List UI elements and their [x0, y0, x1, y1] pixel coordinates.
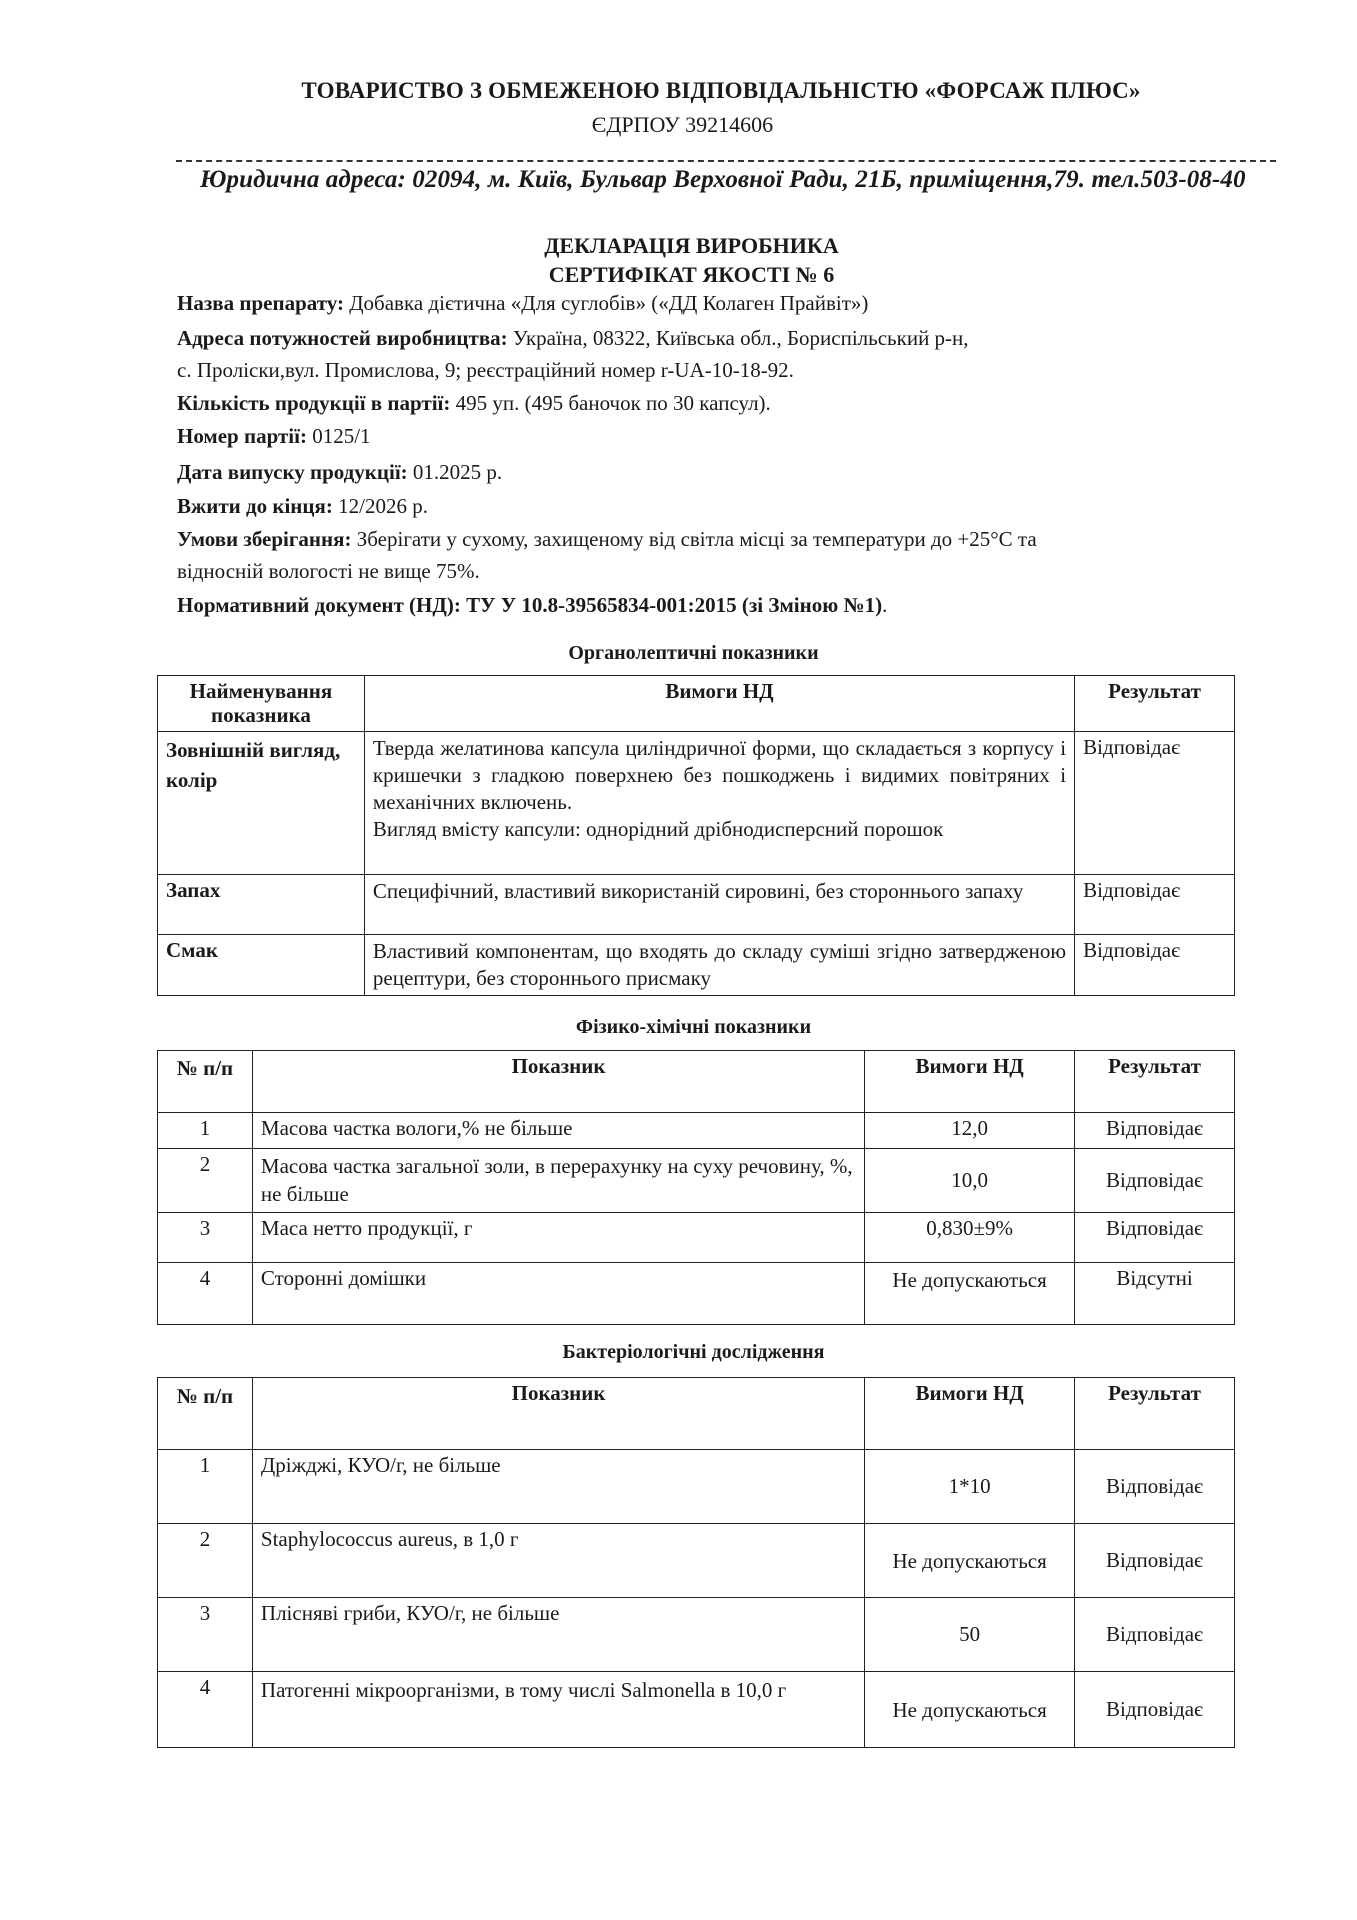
physchem-row-name: Масова частка вологи,% не більше — [252, 1113, 864, 1149]
batch-quantity-line — [177, 391, 771, 416]
normative-doc-dot: . — [882, 593, 888, 617]
storage-line-2 — [177, 559, 480, 584]
bacterio-header-name: Показник — [252, 1378, 864, 1450]
physchem-row-req: 0,830±9% — [865, 1213, 1075, 1263]
organoleptic-title-text: Органолептичні показники — [568, 642, 819, 664]
bacterio-row-name: Дріжджі, КУО/г, не більше — [252, 1450, 864, 1524]
physchem-row-result: Відповідає — [1075, 1113, 1235, 1149]
table-row — [158, 732, 1235, 875]
table-row — [158, 1672, 1235, 1748]
bacterio-row-num: 2 — [158, 1524, 253, 1598]
organoleptic-row-result: Відповідає — [1075, 732, 1235, 875]
physchem-row-num: 4 — [158, 1263, 253, 1325]
organoleptic-title — [0, 642, 1357, 665]
table-row — [158, 1450, 1235, 1524]
batch-number-line — [177, 424, 371, 449]
storage-value-2: відносній вологості не вище 75%. — [177, 559, 480, 583]
organoleptic-req-part-2: Вигляд вмісту капсули: однорідний дрібнодисперсний порошок — [372, 817, 944, 841]
table-row — [158, 1113, 1235, 1149]
table-row — [158, 1524, 1235, 1598]
edrpou-code — [0, 112, 1357, 138]
table-row — [158, 1598, 1235, 1672]
batch-quantity-value: 495 уп. (495 баночок по 30 капсул). — [450, 391, 771, 415]
physchem-row-num: 2 — [158, 1149, 253, 1213]
organoleptic-row-result: Відповідає — [1075, 875, 1235, 935]
table-row — [158, 935, 1235, 996]
table-row — [158, 1263, 1235, 1325]
physchem-header-result: Результат — [1075, 1051, 1235, 1113]
batch-number-label: Номер партії: — [177, 424, 307, 448]
bacterio-title-text: Бактеріологічні дослідження — [562, 1341, 825, 1363]
batch-quantity-label: Кількість продукції в партії: — [177, 391, 451, 415]
organoleptic-row-result: Відповідає — [1075, 935, 1235, 996]
physchem-title-text: Фізико-хімічні показники — [575, 1016, 812, 1038]
bacterio-row-num: 3 — [158, 1598, 253, 1672]
product-name-line — [177, 291, 868, 316]
production-address-line-2 — [177, 358, 794, 383]
organoleptic-row-name: Смак — [158, 935, 365, 996]
certificate-title — [0, 262, 1357, 288]
expiry-value: 12/2026 р. — [332, 494, 428, 518]
organoleptic-table — [157, 675, 1235, 996]
bacterio-row-result: Відповідає — [1075, 1450, 1235, 1524]
bacterio-row-result: Відповідає — [1075, 1598, 1235, 1672]
bacterio-row-name: Патогенні мікроорганізми, в тому числі Salmonella в 10,0 г — [252, 1672, 864, 1748]
bacterio-row-name: Плісняві гриби, КУО/г, не більше — [252, 1598, 864, 1672]
release-date-line — [177, 460, 502, 485]
physchem-table — [157, 1050, 1235, 1325]
release-date-label: Дата випуску продукції: — [177, 460, 408, 484]
bacterio-header-result: Результат — [1075, 1378, 1235, 1450]
table-row — [158, 1213, 1235, 1263]
expiry-line — [177, 494, 428, 519]
normative-doc-line — [177, 593, 887, 618]
header-divider — [176, 160, 1276, 162]
organoleptic-row-req: Специфічний, властивий використаній сировині, без стороннього запаху — [364, 875, 1074, 935]
organoleptic-header-name: Найменування показника — [158, 676, 365, 732]
legal-address: Юридична адреса: 02094, м. Київ, Бульвар Верховної Ради, 21Б, приміщення,79. тел.503-08-40 — [200, 166, 1246, 193]
bacterio-row-result: Відповідає — [1075, 1672, 1235, 1748]
bacterio-title — [0, 1341, 1357, 1364]
organoleptic-row-req — [364, 732, 1074, 875]
production-address-value: Україна, 08322, Київська обл., Бориспільський р-н, — [507, 326, 969, 350]
bacterio-row-num: 1 — [158, 1450, 253, 1524]
storage-value: Зберігати у сухому, захищеному від світла місці за температури до +25°С та — [351, 527, 1037, 551]
physchem-row-result: Відповідає — [1075, 1149, 1235, 1213]
bacterio-row-req: Не допускаються — [865, 1672, 1075, 1748]
bacterio-header-num: № п/п — [158, 1378, 253, 1450]
bacterio-header-req: Вимоги НД — [865, 1378, 1075, 1450]
physchem-header-num: № п/п — [158, 1051, 253, 1113]
company-name — [0, 78, 1357, 104]
bacterio-row-num: 4 — [158, 1672, 253, 1748]
organoleptic-row-req: Властивий компонентам, що входять до складу суміші згідно затвердженою рецептури, без стороннього присмаку — [364, 935, 1074, 996]
physchem-row-req: 12,0 — [865, 1113, 1075, 1149]
batch-number-value: 0125/1 — [306, 424, 371, 448]
physchem-row-name: Масова частка загальної золи, в перерахунку на суху речовину, %, не більше — [252, 1149, 864, 1213]
bacterio-row-req: 1*10 — [865, 1450, 1075, 1524]
organoleptic-req-part-1: Тверда желатинова капсула циліндричної форми, що складається з корпусу і кришечки з гладкою поверхнею без пошкоджень і видимих повітряних і механічних включень. — [372, 736, 1067, 814]
production-address-value-2: с. Проліски,вул. Промислова, 9; реєстраційний номер r-UA-10-18-92. — [177, 358, 794, 382]
production-address-line — [177, 326, 969, 351]
declaration-title — [0, 233, 1357, 259]
company-name-text: ТОВАРИСТВО З ОБМЕЖЕНОЮ ВІДПОВІДАЛЬНІСТЮ «ФОРСАЖ ПЛЮС» — [301, 78, 1141, 103]
physchem-row-name: Маса нетто продукції, г — [252, 1213, 864, 1263]
physchem-title — [0, 1016, 1357, 1039]
table-row — [158, 875, 1235, 935]
physchem-header-row — [158, 1051, 1235, 1113]
product-name-value: Добавка дієтична «Для суглобів» («ДД Колаген Прайвіт») — [343, 291, 869, 315]
physchem-row-name: Сторонні домішки — [252, 1263, 864, 1325]
organoleptic-header-result: Результат — [1075, 676, 1235, 732]
production-address-label: Адреса потужностей виробництва: — [177, 326, 508, 350]
product-name-label: Назва препарату: — [177, 291, 344, 315]
bacterio-row-req: 50 — [865, 1598, 1075, 1672]
organoleptic-row-name: Запах — [158, 875, 365, 935]
physchem-header-name: Показник — [252, 1051, 864, 1113]
declaration-title-text: ДЕКЛАРАЦІЯ ВИРОБНИКА — [544, 233, 839, 258]
expiry-label: Вжити до кінця: — [177, 494, 333, 518]
storage-label: Умови зберігання: — [177, 527, 352, 551]
certificate-title-text: СЕРТИФІКАТ ЯКОСТІ № 6 — [548, 262, 835, 287]
bacterio-row-req: Не допускаються — [865, 1524, 1075, 1598]
physchem-row-num: 3 — [158, 1213, 253, 1263]
organoleptic-header-row — [158, 676, 1235, 732]
organoleptic-row-name: Зовнішній вигляд, колір — [158, 732, 365, 875]
physchem-row-req: 10,0 — [865, 1149, 1075, 1213]
table-row — [158, 1149, 1235, 1213]
physchem-row-req: Не допускаються — [865, 1263, 1075, 1325]
physchem-row-result: Відповідає — [1075, 1213, 1235, 1263]
bacterio-row-name: Staphylococcus aureus, в 1,0 г — [252, 1524, 864, 1598]
storage-line — [177, 527, 1037, 552]
normative-doc-label: Нормативний документ (НД): ТУ У 10.8-39565834-001:2015 (зі Зміною №1) — [177, 593, 883, 617]
bacterio-header-row — [158, 1378, 1235, 1450]
bacterio-table — [157, 1377, 1235, 1748]
physchem-row-result: Відсутні — [1075, 1263, 1235, 1325]
bacterio-row-result: Відповідає — [1075, 1524, 1235, 1598]
physchem-header-req: Вимоги НД — [865, 1051, 1075, 1113]
release-date-value: 01.2025 р. — [407, 460, 503, 484]
edrpou-text: ЄДРПОУ 39214606 — [591, 112, 774, 137]
physchem-row-num: 1 — [158, 1113, 253, 1149]
organoleptic-header-req: Вимоги НД — [364, 676, 1074, 732]
